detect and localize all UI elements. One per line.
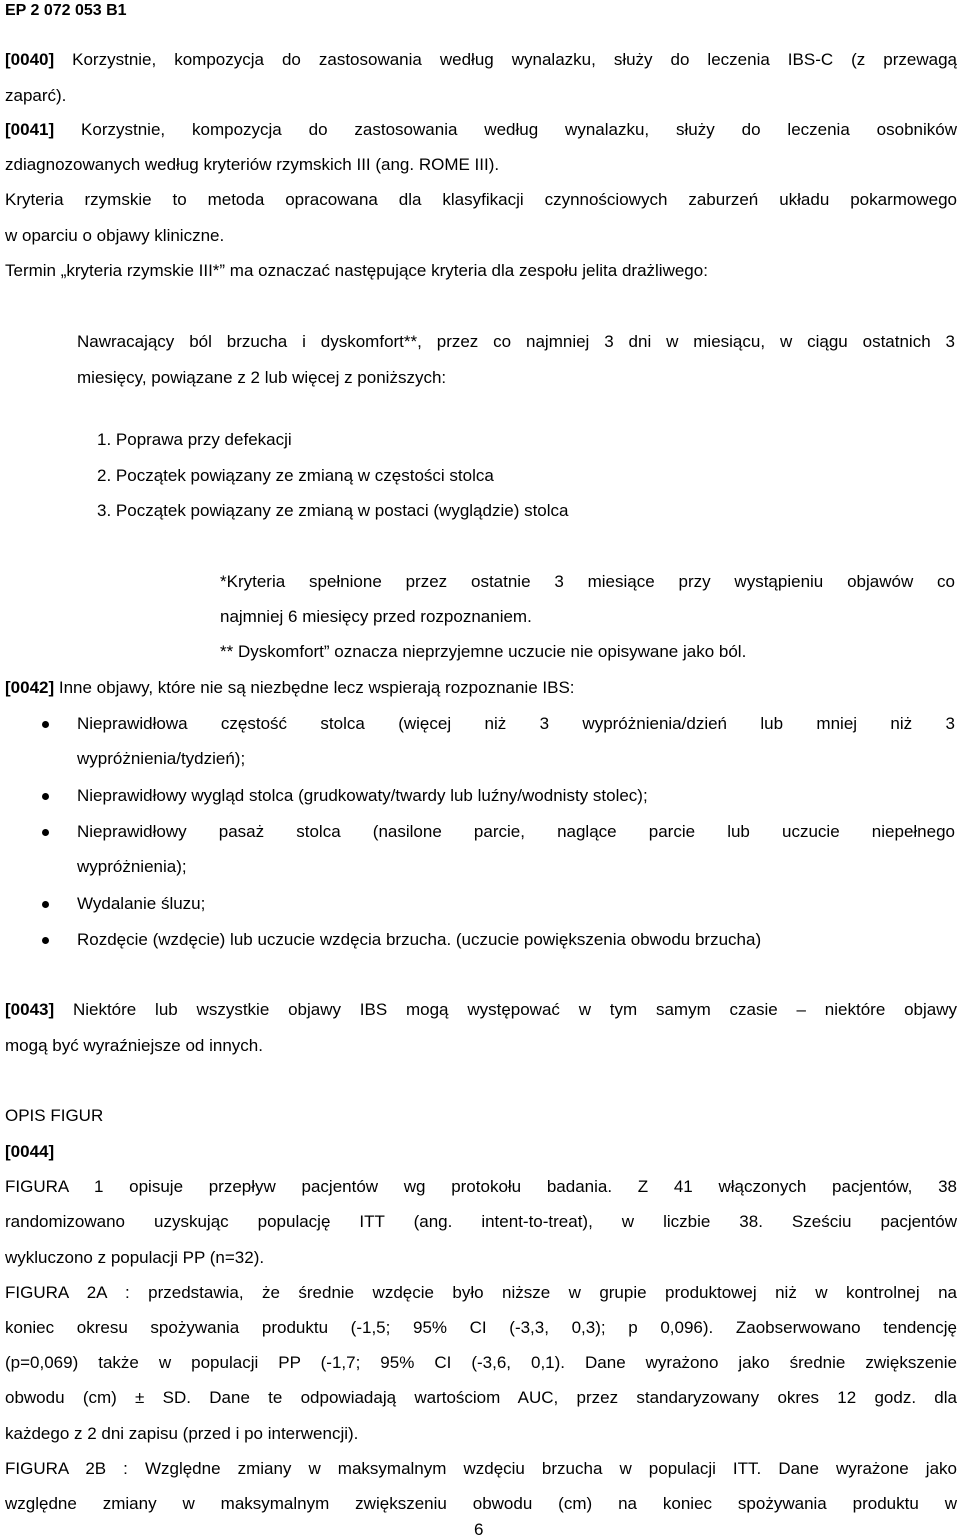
figure-2a-line3: (p=0,069) także w populacji PP (-1,7; 95% CI (-3,6, 0,1). Dane wyrażono jako średnie zwiększenie <box>5 1353 957 1372</box>
bullet-item-line2: wypróżnienia/tydzień); <box>77 749 246 768</box>
criteria-line1: Nawracający ból brzucha i dyskomfort**, przez co najmniej 3 dni w miesiącu, w ciągu ostatnich 3 <box>77 332 955 351</box>
bullet-item-line1: Nieprawidłowa częstość stolca (więcej niż 3 wypróżnienia/dzień lub mniej niż 3 <box>77 714 955 733</box>
paragraph-text: Korzystnie, kompozycja do zastosowania według wynalazku, służy do leczenia IBS-C (z przewagą <box>72 50 957 69</box>
figure-2a-line4: obwodu (cm) ± SD. Dane te odpowiadają wartościom AUC, przez standaryzowany okres 12 godz. dla <box>5 1388 957 1407</box>
paragraph-0040-line1 <box>5 50 957 70</box>
bullet-icon <box>42 937 49 944</box>
paragraph-number: [0044] <box>5 1142 55 1161</box>
bullet-item-line1: Nieprawidłowy wygląd stolca (grudkowaty/twardy lub luźny/wodnisty stolec); <box>77 786 648 805</box>
figure-1-line2: randomizowano uzyskując populację ITT (ang. intent-to-treat), w liczbie 38. Sześciu pacjentów <box>5 1212 957 1231</box>
bullet-icon <box>42 721 49 728</box>
paragraph-number: [0040] <box>5 50 55 69</box>
footnote-1-line2: najmniej 6 miesięcy przed rozpoznaniem. <box>220 607 532 626</box>
bullet-item-line1: Wydalanie śluzu; <box>77 894 206 913</box>
figure-2a-line5: każdego z 2 dni zapisu (przed i po interwencji). <box>5 1424 359 1443</box>
paragraph-text: Korzystnie, kompozycja do zastosowania według wynalazku, służy do leczenia osobników <box>81 120 957 139</box>
paragraph-number: [0043] <box>5 1000 55 1019</box>
bullet-icon <box>42 829 49 836</box>
section-title: OPIS FIGUR <box>5 1106 104 1125</box>
paragraph-text: Inne objawy, które nie są niezbędne lecz wspierają rozpoznanie IBS: <box>58 678 575 697</box>
bullet-item-line1: Nieprawidłowy pasaż stolca (nasilone parcie, naglące parcie lub uczucie niepełnego <box>77 822 955 841</box>
figure-2a-line1: FIGURA 2A : przedstawia, że średnie wzdęcie było niższe w grupie produktowej niż w kontrolnej na <box>5 1283 957 1302</box>
figure-1-line1: FIGURA 1 opisuje przepływ pacjentów wg protokołu badania. Z 41 włączonych pacjentów, 38 <box>5 1177 957 1196</box>
paragraph-0040-line2: zaparć). <box>5 86 67 105</box>
paragraph-0041-line5: Termin „kryteria rzymskie III*” ma oznaczać następujące kryteria dla zespołu jelita drażliwego: <box>5 261 708 280</box>
paragraph-number: [0041] <box>5 120 55 139</box>
figure-1-line3: wykluczono z populacji PP (n=32). <box>5 1248 265 1267</box>
page-number: 6 <box>474 1520 484 1539</box>
paragraph-0041-line1 <box>5 120 957 140</box>
criteria-list-item: 2. Początek powiązany ze zmianą w częstości stolca <box>97 466 494 485</box>
paragraph-0043-line2: mogą być wyraźniejsze od innych. <box>5 1036 263 1055</box>
footnote-2: ** Dyskomfort” oznacza nieprzyjemne uczucie nie opisywane jako ból. <box>220 642 747 661</box>
paragraph-0043-line1 <box>5 1000 957 1020</box>
criteria-list-item: 1. Poprawa przy defekacji <box>97 430 292 449</box>
paragraph-0041-line4: w oparciu o objawy kliniczne. <box>5 226 225 245</box>
patent-number-header: EP 2 072 053 B1 <box>5 2 127 19</box>
figure-2b-line1: FIGURA 2B : Względne zmiany w maksymalnym wzdęciu brzucha w populacji ITT. Dane wyrażone jako <box>5 1459 957 1478</box>
paragraph-0042-intro <box>5 678 575 698</box>
bullet-item-line2: wypróżnienia); <box>77 857 187 876</box>
bullet-icon <box>42 793 49 800</box>
figure-2b-line2: względne zmiany w maksymalnym zwiększeniu obwodu (cm) na koniec spożywania produktu w <box>5 1494 957 1513</box>
paragraph-text: Niektóre lub wszystkie objawy IBS mogą występować w tym samym czasie – niektóre objawy <box>72 1000 957 1019</box>
paragraph-number: [0042] <box>5 678 55 697</box>
criteria-list-item: 3. Początek powiązany ze zmianą w postaci (wyglądzie) stolca <box>97 501 569 520</box>
bullet-item-line1: Rozdęcie (wzdęcie) lub uczucie wzdęcia brzucha. (uczucie powiększenia obwodu brzucha) <box>77 930 762 949</box>
criteria-line2: miesięcy, powiązane z 2 lub więcej z poniższych: <box>77 368 447 387</box>
bullet-icon <box>42 901 49 908</box>
paragraph-0041-line3: Kryteria rzymskie to metoda opracowana dla klasyfikacji czynnościowych zaburzeń układu pokarmowego <box>5 190 957 209</box>
footnote-1-line1: *Kryteria spełnione przez ostatnie 3 miesiące przy wystąpieniu objawów co <box>220 572 955 591</box>
paragraph-0041-line2: zdiagnozowanych według kryteriów rzymskich III (ang. ROME III). <box>5 155 500 174</box>
figure-2a-line2: koniec okresu spożywania produktu (-1,5; 95% CI (-3,3, 0,3); p 0,096). Zaobserwowano tendencję <box>5 1318 957 1337</box>
